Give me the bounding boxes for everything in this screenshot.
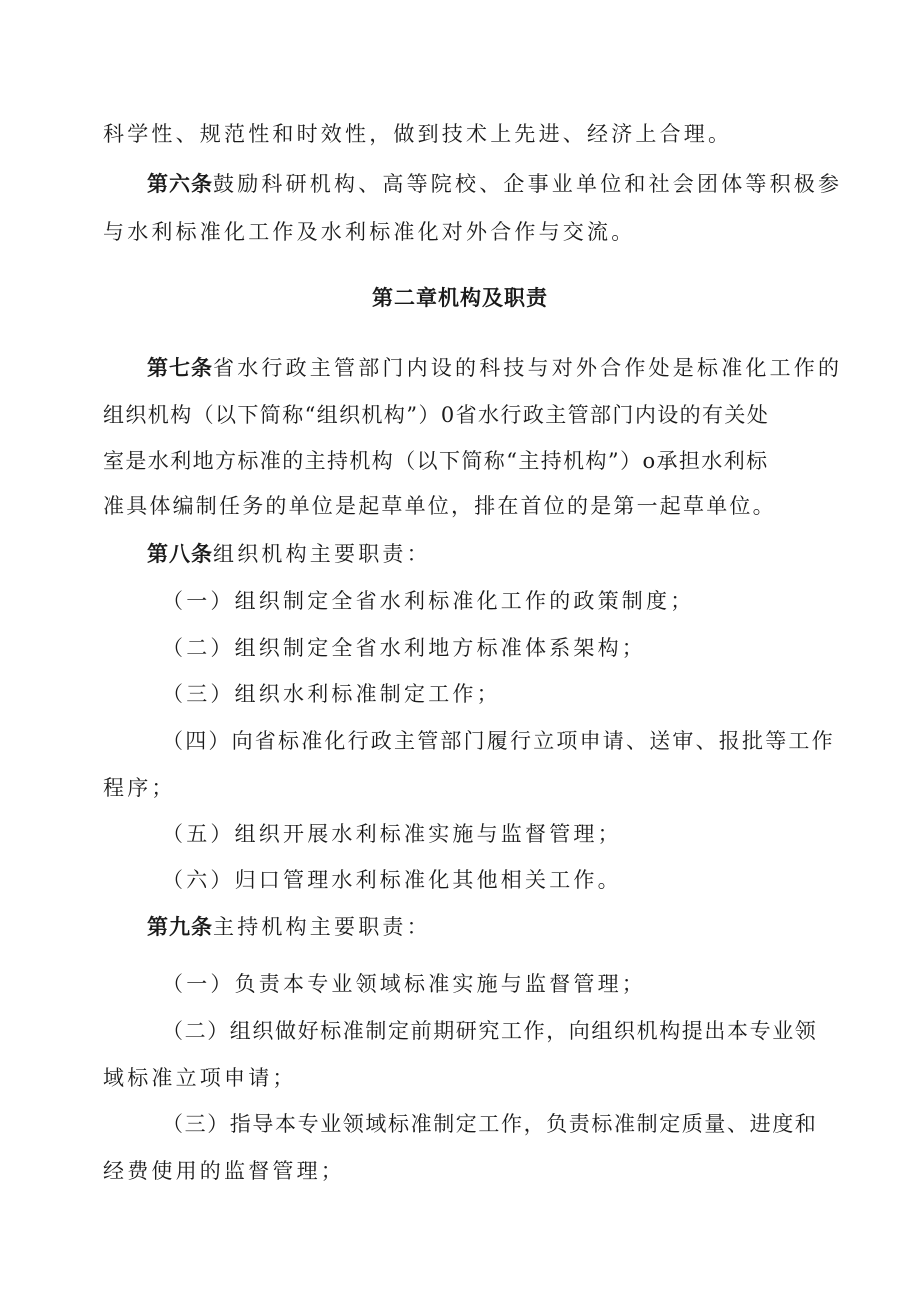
paragraph-line: 组织机构（以下简称“组织机构”）0省水行政主管部门内设的有关处 [103,403,770,427]
article-6 [147,170,920,198]
article-text: 鼓励科研机构、高等院校、企事业单位和社会团体等积极参 [213,172,843,196]
article-title: 第七条 [147,356,213,380]
article-9 [147,913,920,941]
list-item: （二）组织制定全省水利地方标准体系架构； [162,636,646,660]
list-item-continuation: 经费使用的监督管理； [103,1159,345,1183]
list-item: （五）组织开展水利标准实施与监督管理； [162,822,622,846]
article-8 [147,540,920,568]
paragraph-line: 科学性、规范性和时效性，做到技术上先进、经济上合理。 [103,122,733,146]
article-title: 第八条 [147,542,213,566]
list-item: （一）负责本专业领域标准实施与监督管理； [162,972,646,996]
list-item-continuation: 程序； [103,776,176,800]
list-item: （三）指导本专业领域标准制定工作，负责标准制定质量、进度和 [162,1112,818,1136]
paragraph-line: 准具体编制任务的单位是起草单位，排在首位的是第一起草单位。 [103,494,776,518]
article-text: 主持机构主要职责： [213,915,431,939]
list-item: （三）组织水利标准制定工作； [162,682,501,706]
article-title: 第九条 [147,915,213,939]
list-item: （六）归口管理水利标准化其他相关工作。 [162,868,622,892]
paragraph-line: 与水利标准化工作及水利标准化对外合作与交流。 [103,220,636,244]
chapter-heading: 第二章机构及职责 [372,286,548,310]
list-item: （一）组织制定全省水利标准化工作的政策制度； [162,589,695,613]
list-item-continuation: 域标准立项申请； [103,1066,297,1090]
article-title: 第六条 [147,172,213,196]
article-text: 组织机构主要职责： [213,542,431,566]
list-item: （四）向省标准化行政主管部门履行立项申请、送审、报批等工作 [162,729,835,753]
list-item: （二）组织做好标准制定前期研究工作，向组织机构提出本专业领 [162,1019,818,1043]
article-7 [147,354,920,382]
article-text: 省水行政主管部门内设的科技与对外合作处是标准化工作的 [213,356,843,380]
paragraph-line: 室是水利地方标准的主持机构（以下简称“主持机构”）o承担水利标 [103,449,769,473]
